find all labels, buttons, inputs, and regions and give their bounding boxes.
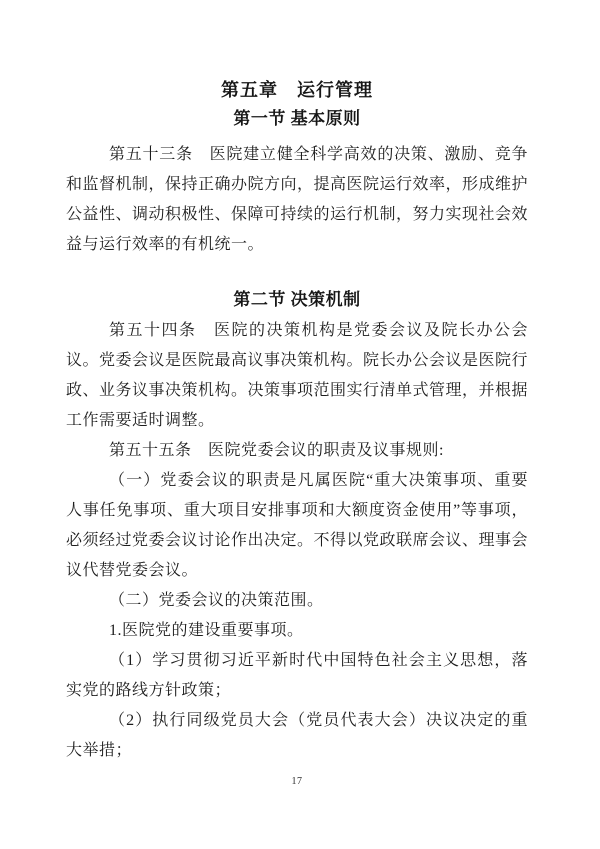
paragraph-article-53: 第五十三条 医院建立健全科学高效的决策、激励、竞争和监督机制，保持正确办院方向，提高医院运行效率，形成维护公益性、调动积极性、保障可持续的运行机制，努力实现社会效益与运行效率的有机统一。: [66, 146, 529, 253]
section-heading-decision-mechanism: 第二节 决策机制: [233, 290, 361, 309]
page-number: 17: [291, 776, 303, 787]
section-heading-basic-principles: 第一节 基本原则: [233, 109, 361, 128]
paragraph-subitem-1-2: （2）执行同级党员大会（党员代表大会）决议决定的重大举措；: [66, 712, 528, 759]
chapter-heading: 第五章 运行管理: [221, 80, 373, 100]
paragraph-article-55: 第五十五条 医院党委会议的职责及议事规则:: [109, 442, 444, 459]
paragraph-item-2: （二）党委会议的决策范围。: [109, 592, 324, 609]
paragraph-subitem-1: 1.医院党的建设重要事项。: [109, 622, 304, 639]
document-content: [66, 75, 528, 789]
section-decision-mechanism-body: [66, 316, 528, 766]
paragraph-subitem-1-1: （1）学习贯彻习近平新时代中国特色社会主义思想，落实党的路线方针政策；: [66, 652, 528, 699]
section-basic-principles-body: [66, 140, 528, 260]
paragraph-item-1: （一）党委会议的职责是凡属医院“重大决策事项、重要人事任免事项、重大项目安排事项和大额度资金使用”等事项，必须经过党委会议讨论作出决定。不得以党政联席会议、理事会议代替党委会议。: [66, 472, 529, 579]
paragraph-article-54: 第五十四条 医院的决策机构是党委会议及院长办公会议。党委会议是医院最高议事决策机构。院长办公会议是医院行政、业务议事决策机构。决策事项范围实行清单式管理，并根据工作需要适时调整。: [66, 322, 529, 429]
